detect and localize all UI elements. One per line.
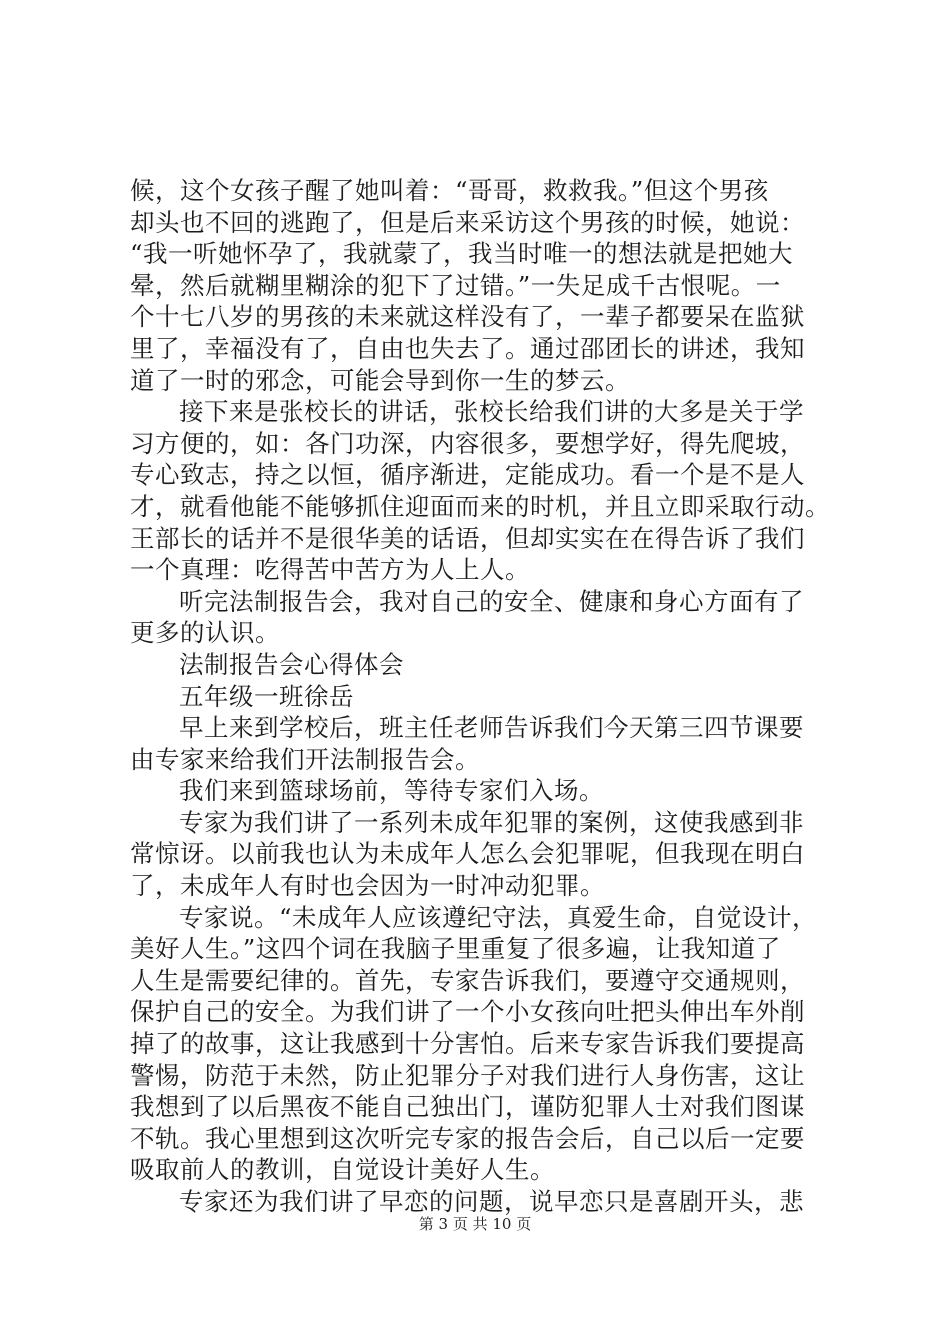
text-line: 常惊讶。以前我也认为未成年人怎么会犯罪呢，但我现在明白	[130, 839, 805, 869]
text-line: 由专家来给我们开法制报告会。	[130, 744, 480, 774]
text-line: 专家为我们讲了一系列未成年犯罪的案例，这使我感到非	[179, 807, 804, 837]
text-line: 习方便的，如：各门功深，内容很多，要想学好，得先爬坡，	[130, 428, 805, 458]
text-line: 更多的认识。	[130, 618, 280, 648]
text-line: 我想到了以后黑夜不能自己独出门，谨防犯罪人士对我们图谋	[130, 1092, 805, 1122]
text-line: 专家还为我们讲了早恋的问题，说早恋只是喜剧开头，悲	[179, 1187, 804, 1216]
text-line: 个十七八岁的男孩的未来就这样没有了，一辈子都要呆在监狱	[130, 302, 805, 332]
page-footer: 第 3 页 共 10 页	[418, 1215, 532, 1233]
text-line: 却头也不回的逃跑了，但是后来采访这个男孩的时候，她说：	[130, 207, 805, 237]
text-line: 接下来是张校长的讲话，张校长给我们讲的大多是关于学	[179, 397, 804, 427]
text-line: 一个真理：吃得苦中苦方为人上人。	[130, 555, 530, 585]
text-line: 掉了的故事，这让我感到十分害怕。后来专家告诉我们要提高	[130, 1029, 805, 1059]
text-line: 美好人生。”这四个词在我脑子里重复了很多遍，让我知道了	[130, 934, 781, 964]
text-line: 五年级一班徐岳	[179, 681, 354, 711]
text-line: 里了，幸福没有了，自由也失去了。通过邵团长的讲述，我知	[130, 333, 805, 363]
text-line: 晕，然后就糊里糊涂的犯下了过错。”一失足成千古恨呢。一	[130, 270, 781, 300]
text-line: 早上来到学校后，班主任老师告诉我们今天第三四节课要	[179, 713, 804, 743]
text-line: 警惕，防范于未然，防止犯罪分子对我们进行人身伤害，这让	[130, 1060, 805, 1090]
text-line: 专心致志，持之以恒，循序渐进，定能成功。看一个是不是人	[130, 460, 805, 490]
text-line: 王部长的话并不是很华美的话语，但却实实在在得告诉了我们	[130, 523, 805, 553]
text-line: 道了一时的邪念，可能会导到你一生的梦云。	[130, 365, 630, 395]
text-line: 才，就看他能不能够抓住迎面而来的时机，并且立即采取行动。	[130, 491, 830, 521]
text-line: “我一听她怀孕了，我就蒙了，我当时唯一的想法就是把她大	[130, 239, 794, 269]
text-line: 我们来到篮球场前，等待专家们入场。	[179, 776, 604, 806]
text-line: 法制报告会心得体会	[179, 649, 404, 679]
body-text	[130, 175, 830, 1218]
text-line: 人生是需要纪律的。首先，专家告诉我们，要遵守交通规则，	[130, 965, 805, 995]
text-line: 不轨。我心里想到这次听完专家的报告会后，自己以后一定要	[130, 1123, 805, 1153]
text-line: 候，这个女孩子醒了她叫着：“哥哥，救救我。”但这个男孩	[130, 176, 769, 205]
text-line: 保护自己的安全。为我们讲了一个小女孩向吐把头伸出车外削	[130, 997, 805, 1027]
text-line: 听完法制报告会，我对自己的安全、健康和身心方面有了	[179, 586, 804, 616]
text-line: 专家说。“未成年人应该遵纪守法，真爱生命，自觉设计，	[179, 902, 818, 932]
text-line: 了，未成年人有时也会因为一时冲动犯罪。	[130, 871, 605, 901]
text-line: 吸取前人的教训，自觉设计美好人生。	[130, 1155, 555, 1185]
